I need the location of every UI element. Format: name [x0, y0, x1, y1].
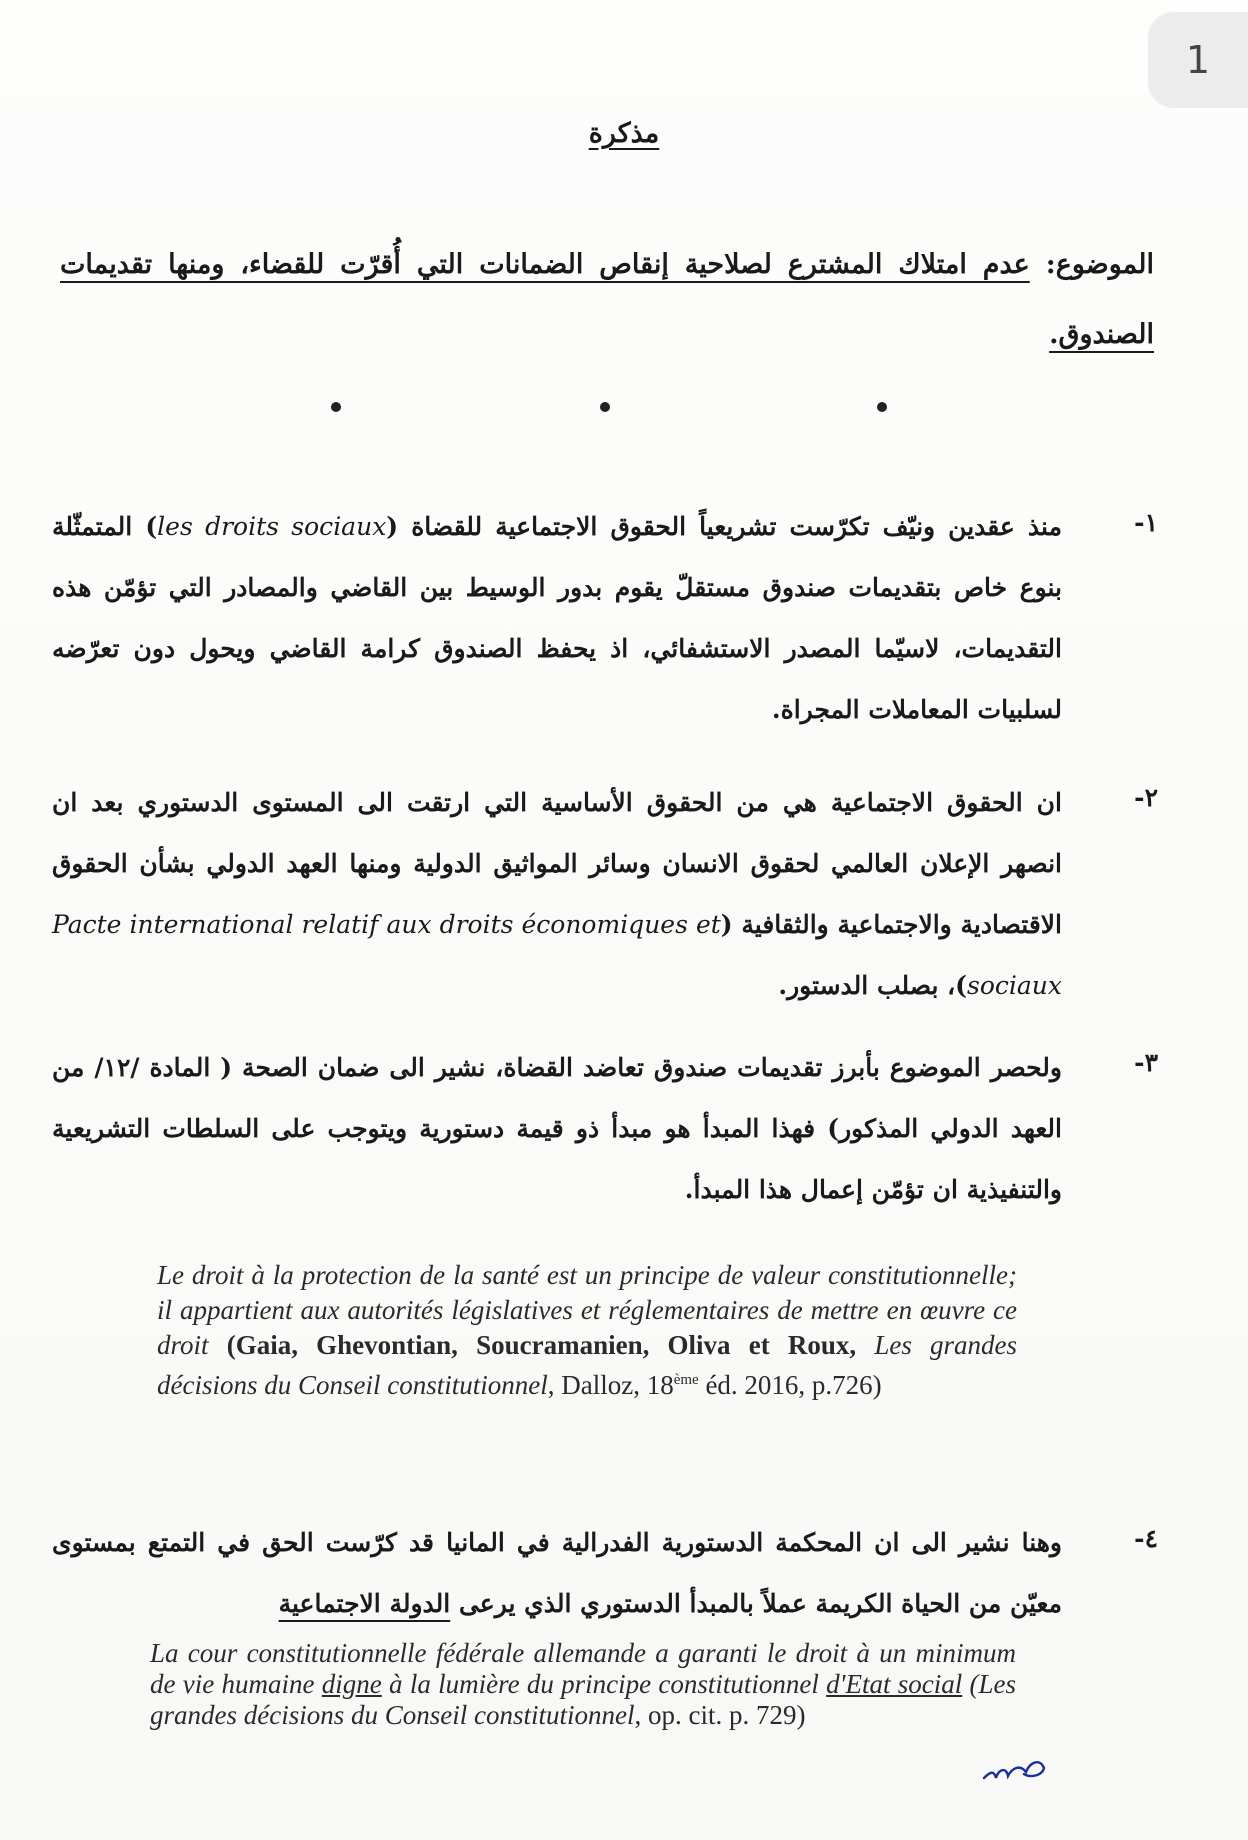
- french-quote-1: [157, 1258, 1017, 1403]
- paragraph-number: ٤-: [1134, 1524, 1158, 1553]
- latin-term: Pacte international relatif aux droits économiques et sociaux: [52, 910, 1062, 1000]
- quote-publisher: , Dalloz, 18: [547, 1370, 674, 1400]
- page-number-badge: [1148, 12, 1248, 108]
- quote-text: La cour constitutionnelle fédérale allemande a garanti le droit à un minimum de vie humaine: [150, 1638, 1016, 1699]
- paragraph-text: )، بصلب الدستور.: [778, 971, 968, 1000]
- quote-citation: , op. cit. p. 729): [634, 1700, 806, 1730]
- quote-authors: (Gaia, Ghevontian, Soucramanien, Oliva et Roux,: [226, 1330, 857, 1360]
- paragraph-1: [52, 496, 1062, 740]
- paragraph-text: وهنا نشير الى ان المحكمة الدستورية الفدرالية في المانيا قد كرّست الحق في التمتع بمستوى معيّن من الحياة الكريمة عملاً بالمبدأ الدستوري الذي يرعى: [52, 1528, 1062, 1618]
- paragraph-4: [52, 1512, 1062, 1634]
- paragraph-text: منذ عقدين ونيّف تكرّست تشريعياً الحقوق الاجتماعية للقضاة (: [386, 512, 1062, 541]
- subject-text: عدم امتلاك المشترع لصلاحية إنقاص الضمانات التي أُقرّت للقضاء، ومنها تقديمات الصندوق.: [60, 249, 1154, 350]
- paragraph-text: ان الحقوق الاجتماعية هي من الحقوق الأساسية التي ارتقت الى المستوى الدستوري بعد ان انصهر الإعلان العالمي لحقوق الانسان وسائر المواثيق الدولية ومنها العهد الدولي بشأن الحقوق الاقتصادية والاجتماعية والثقافية (: [52, 788, 1062, 939]
- quote-book: Les grandes décisions du Conseil constitutionnel: [157, 1330, 1017, 1400]
- separator-dot: [877, 402, 887, 412]
- quote-underlined: digne: [321, 1669, 382, 1699]
- paragraph-text: ولحصر الموضوع بأبرز تقديمات صندوق تعاضد القضاة، نشير الى ضمان الصحة ( المادة /١٢/ من العهد الدولي المذكور) فهذا المبدأ هو مبدأ ذو قيمة دستورية ويتوجب على السلطات التشريعية والتنفيذية ان تؤمّن إعمال هذا المبدأ.: [52, 1053, 1062, 1204]
- paragraph-number: ٣-: [1134, 1048, 1158, 1077]
- subject-label: الموضوع:: [1045, 249, 1154, 280]
- underlined-term: الدولة الاجتماعية: [278, 1589, 451, 1618]
- paragraph-number: ٢-: [1134, 783, 1158, 812]
- separator-dot: [600, 402, 610, 412]
- section-separator: [0, 402, 1248, 422]
- paragraph-number: ١-: [1134, 508, 1158, 537]
- quote-underlined: d'Etat social: [826, 1669, 963, 1699]
- paragraph-2: [52, 772, 1062, 1016]
- quote-text: (Les grandes décisions du Conseil constitutionnel: [150, 1669, 1016, 1730]
- page-number: 1: [1185, 38, 1211, 82]
- separator-dot: [331, 402, 341, 412]
- latin-term: les droits sociaux: [157, 512, 387, 541]
- subject-line: [60, 230, 1154, 370]
- memo-title: مذكرة: [588, 118, 660, 149]
- quote-sup: ème: [673, 1372, 699, 1388]
- handwritten-initials: [980, 1748, 1050, 1788]
- quote-text: à la lumière du principe constitutionnel: [381, 1669, 827, 1699]
- quote-text: Le droit à la protection de la santé est un principe de valeur constitutionnelle; il appartient aux autorités législatives et réglementaires de mettre en œuvre ce droit: [157, 1260, 1017, 1360]
- french-quote-2: [150, 1638, 1016, 1731]
- quote-edition: éd. 2016, p.726): [698, 1370, 882, 1400]
- paragraph-3: [52, 1037, 1062, 1220]
- paragraph-text: ) المتمثّلة بنوع خاص بتقديمات صندوق مستقلّ يقوم بدور الوسيط بين القاضي والمصادر التي تؤمّن هذه التقديمات، لاسيّما المصدر الاستشفائي، اذ يحفظ الصندوق كرامة القاضي ويحول دون تعرّضه لسلبيات المعاملات المجراة.: [52, 512, 1062, 724]
